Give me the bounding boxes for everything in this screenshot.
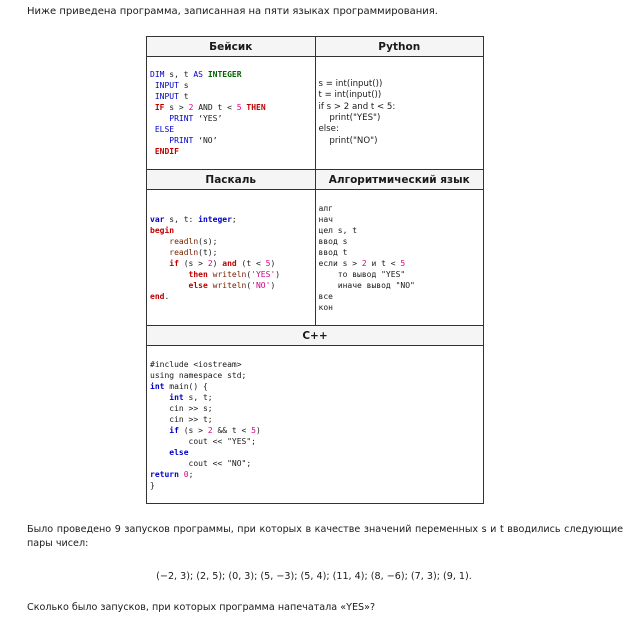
header-basic: Бейсик xyxy=(147,37,316,57)
code-basic: DIM s, t AS INTEGER INPUT s INPUT t IF s > 2 AND t < 5 THEN PRINT ‘YES’ ELSE PRINT ‘NO’ ENDIF xyxy=(147,57,316,170)
intro-text: Ниже приведена программа, записанная на пяти языках программирования. xyxy=(27,6,438,17)
header-cpp: C++ xyxy=(147,326,484,346)
question-text: Сколько было запусков, при которых программа напечатала «YES»? xyxy=(27,602,376,613)
code-pascal: var s, t: integer; begin readln(s); readln(t); if (s > 2) and (t < 5) then writeln('YES') else writeln('NO') end. xyxy=(147,190,316,326)
code-cpp: #include <iostream> using namespace std; int main() { int s, t; cin >> s; cin >> t; if (s > 2 && t < 5) cout << "YES"; else cout << "NO"; return 0; } xyxy=(147,346,484,504)
runs-paragraph: Было проведено 9 запусков программы, при которых в качестве значений переменных s и t вводились следующие пары чисел: xyxy=(27,524,623,549)
header-algo: Алгоритмический язык xyxy=(315,170,484,190)
input-pairs: (−2, 3); (2, 5); (0, 3); (5, −3); (5, 4); (11, 4); (8, −6); (7, 3); (9, 1). xyxy=(156,571,472,582)
header-pascal: Паскаль xyxy=(147,170,316,190)
program-table xyxy=(146,36,484,504)
code-algo: алг нач цел s, t ввод s ввод t если s > 2 и t < 5 то вывод "YES" иначе вывод "NO" все кон xyxy=(315,190,484,326)
code-python: s = int(input()) t = int(input()) if s > 2 and t < 5: print("YES") else: print("NO") xyxy=(315,57,484,170)
header-python: Python xyxy=(315,37,484,57)
